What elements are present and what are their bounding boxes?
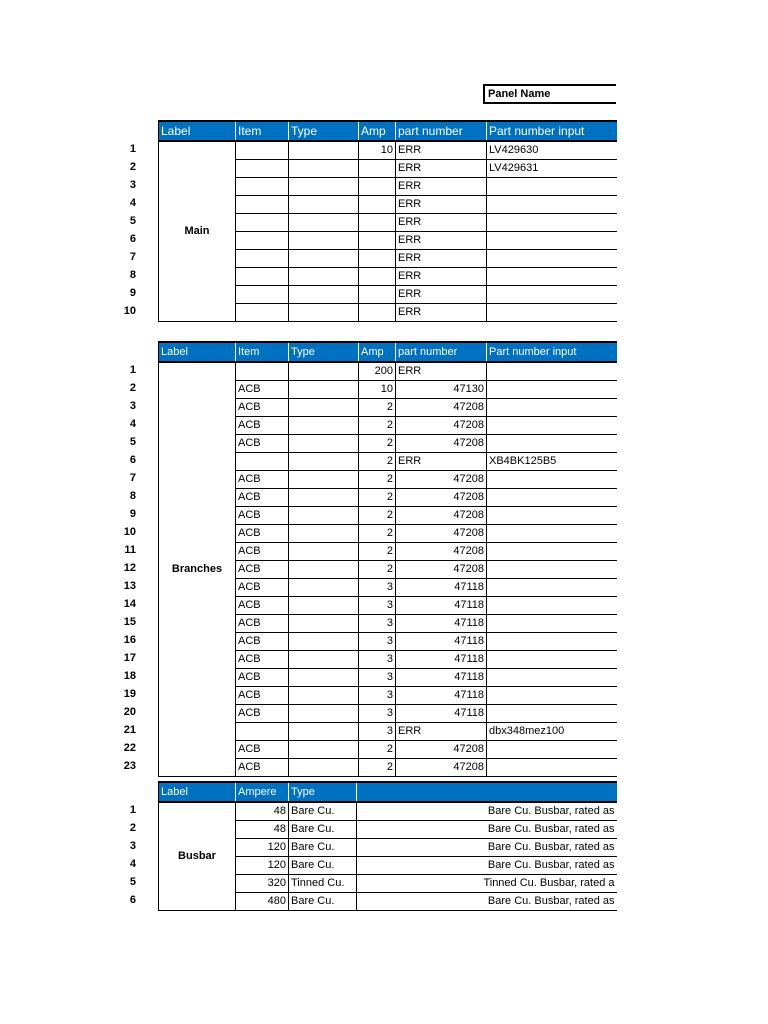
branches-cell-part[interactable]: 47130: [396, 380, 487, 398]
branches-cell-item[interactable]: ACB: [236, 470, 289, 488]
branches-cell-part[interactable]: 47208: [396, 470, 487, 488]
branches-cell-item[interactable]: [236, 452, 289, 470]
branches-cell-amp[interactable]: 2: [359, 470, 396, 488]
branches-cell-item[interactable]: [236, 362, 289, 380]
branches-cell-type[interactable]: [289, 452, 359, 470]
branches-cell-part[interactable]: 47208: [396, 740, 487, 758]
main-cell-amp[interactable]: [359, 195, 396, 213]
branches-row-numbers: [120, 361, 136, 775]
main-cell-input[interactable]: [487, 195, 617, 213]
main-cell-part[interactable]: ERR: [396, 159, 487, 177]
branches-cell-amp[interactable]: 3: [359, 578, 396, 596]
branches-cell-amp[interactable]: 3: [359, 650, 396, 668]
branches-cell-amp[interactable]: 2: [359, 542, 396, 560]
branches-cell-amp[interactable]: 200: [359, 362, 396, 380]
main-cell-input[interactable]: [487, 249, 617, 267]
row-number: 1: [129, 804, 136, 816]
branches-header-3: Amp: [359, 342, 396, 362]
main-cell-item[interactable]: [236, 231, 289, 249]
row-number: 10: [123, 526, 136, 538]
branches-cell-input[interactable]: [487, 470, 617, 488]
branches-cell-input[interactable]: [487, 398, 617, 416]
branches-header-4: part number: [396, 342, 487, 362]
branches-cell-item[interactable]: ACB: [236, 758, 289, 776]
main-cell-amp[interactable]: [359, 213, 396, 231]
busbar-cell-type[interactable]: Bare Cu.: [289, 820, 357, 838]
branches-cell-input[interactable]: [487, 542, 617, 560]
branches-cell-type[interactable]: [289, 704, 359, 722]
row-number: 1: [129, 143, 136, 155]
main-cell-item[interactable]: [236, 195, 289, 213]
table-row: [159, 141, 617, 159]
row-number: 1: [129, 364, 136, 376]
branches-cell-type[interactable]: [289, 596, 359, 614]
busbar-cell-type[interactable]: Bare Cu.: [289, 838, 357, 856]
main-cell-item[interactable]: [236, 249, 289, 267]
branches-cell-item[interactable]: ACB: [236, 650, 289, 668]
branches-cell-type[interactable]: [289, 434, 359, 452]
branches-header-0: Label: [159, 342, 236, 362]
row-number: 3: [129, 179, 136, 191]
row-number: 2: [129, 822, 136, 834]
main-cell-amp[interactable]: [359, 267, 396, 285]
branches-cell-amp[interactable]: 2: [359, 434, 396, 452]
main-cell-type[interactable]: [289, 249, 359, 267]
branches-cell-input[interactable]: [487, 578, 617, 596]
busbar-row-numbers: [120, 801, 136, 909]
main-cell-type[interactable]: [289, 195, 359, 213]
main-cell-type[interactable]: [289, 267, 359, 285]
branches-cell-part[interactable]: 47118: [396, 596, 487, 614]
branches-cell-part[interactable]: 47118: [396, 650, 487, 668]
branches-cell-part[interactable]: 47208: [396, 434, 487, 452]
branches-cell-type[interactable]: [289, 506, 359, 524]
branches-cell-type[interactable]: [289, 740, 359, 758]
main-cell-type[interactable]: [289, 177, 359, 195]
branches-cell-type[interactable]: [289, 722, 359, 740]
branches-cell-item[interactable]: ACB: [236, 488, 289, 506]
main-cell-amp[interactable]: 10: [359, 141, 396, 159]
row-number: 5: [129, 876, 136, 888]
main-cell-type[interactable]: [289, 141, 359, 159]
branches-cell-item[interactable]: ACB: [236, 614, 289, 632]
branches-header-5: Part number input: [487, 342, 617, 362]
branches-cell-amp[interactable]: 2: [359, 560, 396, 578]
row-number: 15: [123, 616, 136, 628]
main-header-2: Type: [289, 121, 359, 141]
branches-cell-item[interactable]: ACB: [236, 596, 289, 614]
branches-cell-item[interactable]: ACB: [236, 542, 289, 560]
branches-cell-amp[interactable]: 3: [359, 686, 396, 704]
branches-cell-part[interactable]: 47208: [396, 398, 487, 416]
main-cell-input[interactable]: [487, 303, 617, 321]
branches-cell-type[interactable]: [289, 380, 359, 398]
main-cell-input[interactable]: [487, 213, 617, 231]
branches-cell-part[interactable]: 47208: [396, 524, 487, 542]
branches-cell-item[interactable]: ACB: [236, 560, 289, 578]
busbar-cell-desc[interactable]: Bare Cu. Busbar, rated as: [357, 820, 617, 838]
branches-cell-type[interactable]: [289, 362, 359, 380]
branches-cell-amp[interactable]: 2: [359, 740, 396, 758]
branches-cell-amp[interactable]: 10: [359, 380, 396, 398]
main-row-numbers: [120, 140, 136, 320]
branches-cell-amp[interactable]: 3: [359, 596, 396, 614]
main-header-3: Amp: [359, 121, 396, 141]
branches-cell-input[interactable]: [487, 704, 617, 722]
branches-cell-amp[interactable]: 2: [359, 758, 396, 776]
branches-table: [158, 341, 617, 777]
busbar-header-3: [357, 782, 617, 802]
busbar-header-1: Ampere: [236, 782, 289, 802]
branches-cell-part[interactable]: 47118: [396, 686, 487, 704]
row-number: 3: [129, 840, 136, 852]
branches-cell-amp[interactable]: 2: [359, 416, 396, 434]
row-number: 8: [129, 269, 136, 281]
busbar-cell-type[interactable]: Tinned Cu.: [289, 874, 357, 892]
main-cell-part[interactable]: ERR: [396, 231, 487, 249]
branches-cell-input[interactable]: [487, 686, 617, 704]
branches-cell-item[interactable]: ACB: [236, 578, 289, 596]
main-header-4: part number: [396, 121, 487, 141]
branches-cell-type[interactable]: [289, 686, 359, 704]
branches-group-label: Branches: [159, 362, 236, 776]
branches-header-2: Type: [289, 342, 359, 362]
row-number: 4: [129, 418, 136, 430]
branches-cell-item[interactable]: ACB: [236, 686, 289, 704]
busbar-cell-type[interactable]: Bare Cu.: [289, 892, 357, 910]
main-cell-input[interactable]: [487, 267, 617, 285]
branches-cell-amp[interactable]: 2: [359, 398, 396, 416]
branches-cell-amp[interactable]: 3: [359, 704, 396, 722]
branches-cell-amp[interactable]: 3: [359, 722, 396, 740]
busbar-cell-ampere[interactable]: 320: [236, 874, 289, 892]
branches-cell-input[interactable]: [487, 506, 617, 524]
branches-cell-amp[interactable]: 3: [359, 614, 396, 632]
row-number: 18: [123, 670, 136, 682]
row-number: 9: [129, 287, 136, 299]
main-cell-amp[interactable]: [359, 177, 396, 195]
branches-cell-input[interactable]: [487, 740, 617, 758]
main-cell-input[interactable]: [487, 177, 617, 195]
busbar-cell-desc[interactable]: Tinned Cu. Busbar, rated a: [357, 874, 617, 892]
main-cell-amp[interactable]: [359, 231, 396, 249]
row-number: 5: [129, 436, 136, 448]
main-cell-part[interactable]: ERR: [396, 213, 487, 231]
main-header-1: Item: [236, 121, 289, 141]
busbar-cell-desc[interactable]: Bare Cu. Busbar, rated as: [357, 838, 617, 856]
branches-cell-type[interactable]: [289, 398, 359, 416]
main-cell-input[interactable]: [487, 231, 617, 249]
branches-cell-part[interactable]: 47208: [396, 560, 487, 578]
branches-cell-type[interactable]: [289, 470, 359, 488]
row-number: 10: [123, 305, 136, 317]
branches-cell-input[interactable]: [487, 758, 617, 776]
branches-cell-item[interactable]: ACB: [236, 524, 289, 542]
branches-cell-amp[interactable]: 2: [359, 452, 396, 470]
main-cell-amp[interactable]: [359, 249, 396, 267]
row-number: 2: [129, 382, 136, 394]
branches-cell-type[interactable]: [289, 524, 359, 542]
branches-cell-part[interactable]: 47208: [396, 416, 487, 434]
row-number: 8: [129, 490, 136, 502]
main-cell-amp[interactable]: [359, 285, 396, 303]
branches-cell-part[interactable]: 47118: [396, 578, 487, 596]
main-cell-item[interactable]: [236, 159, 289, 177]
busbar-cell-desc[interactable]: Bare Cu. Busbar, rated as: [357, 802, 617, 820]
branches-cell-item[interactable]: ACB: [236, 398, 289, 416]
main-cell-input[interactable]: [487, 285, 617, 303]
main-cell-item[interactable]: [236, 267, 289, 285]
row-number: 6: [129, 233, 136, 245]
branches-cell-input[interactable]: XB4BK125B5: [487, 452, 617, 470]
branches-cell-part[interactable]: 47208: [396, 542, 487, 560]
branches-cell-part[interactable]: 47118: [396, 632, 487, 650]
main-cell-type[interactable]: [289, 303, 359, 321]
branches-cell-part[interactable]: ERR: [396, 722, 487, 740]
main-cell-input[interactable]: LV429631: [487, 159, 617, 177]
branches-cell-input[interactable]: [487, 488, 617, 506]
row-number: 9: [129, 508, 136, 520]
row-number: 2: [129, 161, 136, 173]
main-cell-type[interactable]: [289, 285, 359, 303]
row-number: 5: [129, 215, 136, 227]
branches-cell-part[interactable]: 47118: [396, 668, 487, 686]
main-cell-part[interactable]: ERR: [396, 195, 487, 213]
row-number: 13: [123, 580, 136, 592]
branches-cell-input[interactable]: [487, 614, 617, 632]
main-cell-input[interactable]: LV429630: [487, 141, 617, 159]
branches-cell-type[interactable]: [289, 668, 359, 686]
busbar-cell-ampere[interactable]: 48: [236, 802, 289, 820]
busbar-cell-type[interactable]: Bare Cu.: [289, 802, 357, 820]
busbar-cell-type[interactable]: Bare Cu.: [289, 856, 357, 874]
row-number: 7: [129, 472, 136, 484]
branches-cell-item[interactable]: ACB: [236, 632, 289, 650]
branches-cell-type[interactable]: [289, 560, 359, 578]
main-cell-type[interactable]: [289, 231, 359, 249]
branches-cell-part[interactable]: 47118: [396, 704, 487, 722]
busbar-cell-desc[interactable]: Bare Cu. Busbar, rated as: [357, 856, 617, 874]
branches-cell-item[interactable]: [236, 722, 289, 740]
branches-cell-type[interactable]: [289, 578, 359, 596]
branches-cell-input[interactable]: [487, 668, 617, 686]
branches-cell-part[interactable]: ERR: [396, 362, 487, 380]
row-number: 19: [123, 688, 136, 700]
main-cell-item[interactable]: [236, 141, 289, 159]
branches-cell-item[interactable]: ACB: [236, 668, 289, 686]
busbar-table: [158, 781, 617, 911]
main-cell-item[interactable]: [236, 285, 289, 303]
branches-cell-input[interactable]: [487, 560, 617, 578]
busbar-cell-desc[interactable]: Bare Cu. Busbar, rated as: [357, 892, 617, 910]
branches-cell-item[interactable]: ACB: [236, 506, 289, 524]
busbar-header-2: Type: [289, 782, 357, 802]
branches-cell-amp[interactable]: 2: [359, 488, 396, 506]
branches-cell-input[interactable]: dbx348mez100: [487, 722, 617, 740]
branches-cell-type[interactable]: [289, 542, 359, 560]
main-table: [158, 120, 617, 322]
row-number: 6: [129, 454, 136, 466]
branches-cell-amp[interactable]: 3: [359, 632, 396, 650]
branches-cell-amp[interactable]: 2: [359, 506, 396, 524]
branches-cell-item[interactable]: ACB: [236, 380, 289, 398]
branches-cell-input[interactable]: [487, 632, 617, 650]
row-number: 22: [123, 742, 136, 754]
branches-cell-input[interactable]: [487, 524, 617, 542]
main-header-0: Label: [159, 121, 236, 141]
branches-cell-input[interactable]: [487, 434, 617, 452]
main-header-5: Part number input: [487, 121, 617, 141]
busbar-header-0: Label: [159, 782, 236, 802]
row-number: 11: [124, 544, 136, 556]
branches-cell-type[interactable]: [289, 632, 359, 650]
branches-header-1: Item: [236, 342, 289, 362]
main-cell-part[interactable]: ERR: [396, 141, 487, 159]
branches-cell-item[interactable]: ACB: [236, 434, 289, 452]
branches-cell-input[interactable]: [487, 380, 617, 398]
branches-cell-amp[interactable]: 2: [359, 524, 396, 542]
busbar-cell-ampere[interactable]: 48: [236, 820, 289, 838]
branches-cell-item[interactable]: ACB: [236, 416, 289, 434]
busbar-cell-ampere[interactable]: 120: [236, 838, 289, 856]
branches-cell-type[interactable]: [289, 650, 359, 668]
row-number: 12: [123, 562, 136, 574]
branches-cell-amp[interactable]: 3: [359, 668, 396, 686]
row-number: 21: [123, 724, 136, 736]
row-number: 3: [129, 400, 136, 412]
row-number: 20: [123, 706, 136, 718]
branches-cell-part[interactable]: 47208: [396, 758, 487, 776]
branches-cell-part[interactable]: 47118: [396, 614, 487, 632]
branches-cell-input[interactable]: [487, 362, 617, 380]
table-row: [159, 362, 617, 380]
row-number: 17: [123, 652, 136, 664]
branches-cell-type[interactable]: [289, 614, 359, 632]
busbar-cell-ampere[interactable]: 120: [236, 856, 289, 874]
branches-cell-type[interactable]: [289, 416, 359, 434]
main-cell-part[interactable]: ERR: [396, 249, 487, 267]
branches-cell-part[interactable]: ERR: [396, 452, 487, 470]
branches-cell-input[interactable]: [487, 650, 617, 668]
main-cell-amp[interactable]: [359, 159, 396, 177]
row-number: 4: [129, 197, 136, 209]
branches-cell-type[interactable]: [289, 758, 359, 776]
row-number: 16: [123, 634, 136, 646]
main-cell-part[interactable]: ERR: [396, 267, 487, 285]
row-number: 6: [129, 894, 136, 906]
main-cell-part[interactable]: ERR: [396, 177, 487, 195]
main-group-label: Main: [159, 141, 236, 321]
row-number: 4: [129, 858, 136, 870]
branches-cell-input[interactable]: [487, 416, 617, 434]
main-cell-item[interactable]: [236, 213, 289, 231]
branches-cell-part[interactable]: 47208: [396, 506, 487, 524]
main-cell-type[interactable]: [289, 159, 359, 177]
busbar-cell-ampere[interactable]: 480: [236, 892, 289, 910]
main-cell-type[interactable]: [289, 213, 359, 231]
branches-cell-item[interactable]: ACB: [236, 704, 289, 722]
branches-cell-part[interactable]: 47208: [396, 488, 487, 506]
row-number: 14: [123, 598, 136, 610]
main-cell-part[interactable]: ERR: [396, 303, 487, 321]
panel-name-label: Panel Name: [483, 84, 616, 104]
branches-cell-type[interactable]: [289, 488, 359, 506]
branches-cell-item[interactable]: ACB: [236, 740, 289, 758]
row-number: 23: [123, 760, 136, 772]
main-cell-item[interactable]: [236, 303, 289, 321]
row-number: 7: [129, 251, 136, 263]
main-cell-item[interactable]: [236, 177, 289, 195]
branches-cell-input[interactable]: [487, 596, 617, 614]
main-cell-part[interactable]: ERR: [396, 285, 487, 303]
table-row: [159, 802, 617, 820]
main-cell-amp[interactable]: [359, 303, 396, 321]
busbar-group-label: Busbar: [159, 802, 236, 910]
